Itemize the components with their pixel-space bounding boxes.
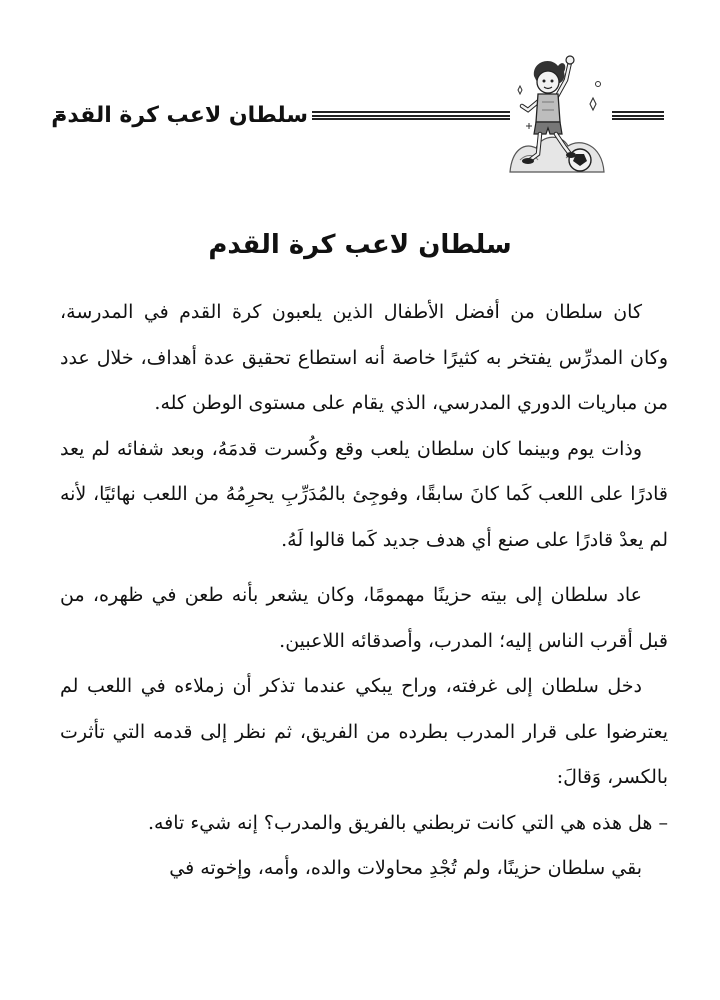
boy-kicking-ball-illustration <box>506 50 610 176</box>
story-paragraph: وذات يوم وبينما كان سلطان يلعب وقع وكُسرت قدمَهُ، وبعد شفائه لم يعد قادرًا على اللعب كَما كانَ سابقًا، وفوجِئ بالمُدَرِّبِ يحرِمُهُ من اللعب نهائيًا، لأنه لم يعدْ قادرًا على صنع أي هدف جديد كَما قالوا لَهُ. <box>60 437 668 551</box>
story-body <box>60 290 668 892</box>
story-title: سلطان لاعب كرة القدم <box>208 230 512 260</box>
story-dialogue-line: – هل هذه هي التي كانت تربطني بالفريق والمدرب؟ إنه شيء تافه. <box>147 811 668 834</box>
header-rule-middle <box>312 111 510 120</box>
header-rule-right <box>612 111 664 120</box>
story-paragraph: دخل سلطان إلى غرفته، وراح يبكي عندما تذكر أن زملاءه في اللعب لم يعترضوا على قرار المدرب بطرده من الفريق، ثم نظر إلى قدمه التي تأثرت بالكسر، وَقالَ: <box>60 675 668 788</box>
story-paragraph: كان سلطان من أفضل الأطفال الذين يلعبون كرة القدم في المدرسة، وكان المدرِّس يفتخر به كثيرًا خاصة أنه استطاع تحقيق عدة أهداف، خلال عدد من مباريات الدوري المدرسي، الذي يقام على مستوى الوطن كله. <box>60 301 668 414</box>
running-header <box>0 92 720 140</box>
running-title: سلطان لاعب كرة القدم <box>51 103 308 128</box>
story-paragraph: بقي سلطان حزينًا، ولم تُجْدِ محاولات والده، وأمه، وإخوته في <box>169 857 642 879</box>
story-paragraph: عاد سلطان إلى بيته حزينًا مهمومًا، وكان يشعر بأنه طعن في ظهره، من قبل أقرب الناس إليه؛ المدرب، وأصدقائه اللاعبين. <box>60 584 668 652</box>
